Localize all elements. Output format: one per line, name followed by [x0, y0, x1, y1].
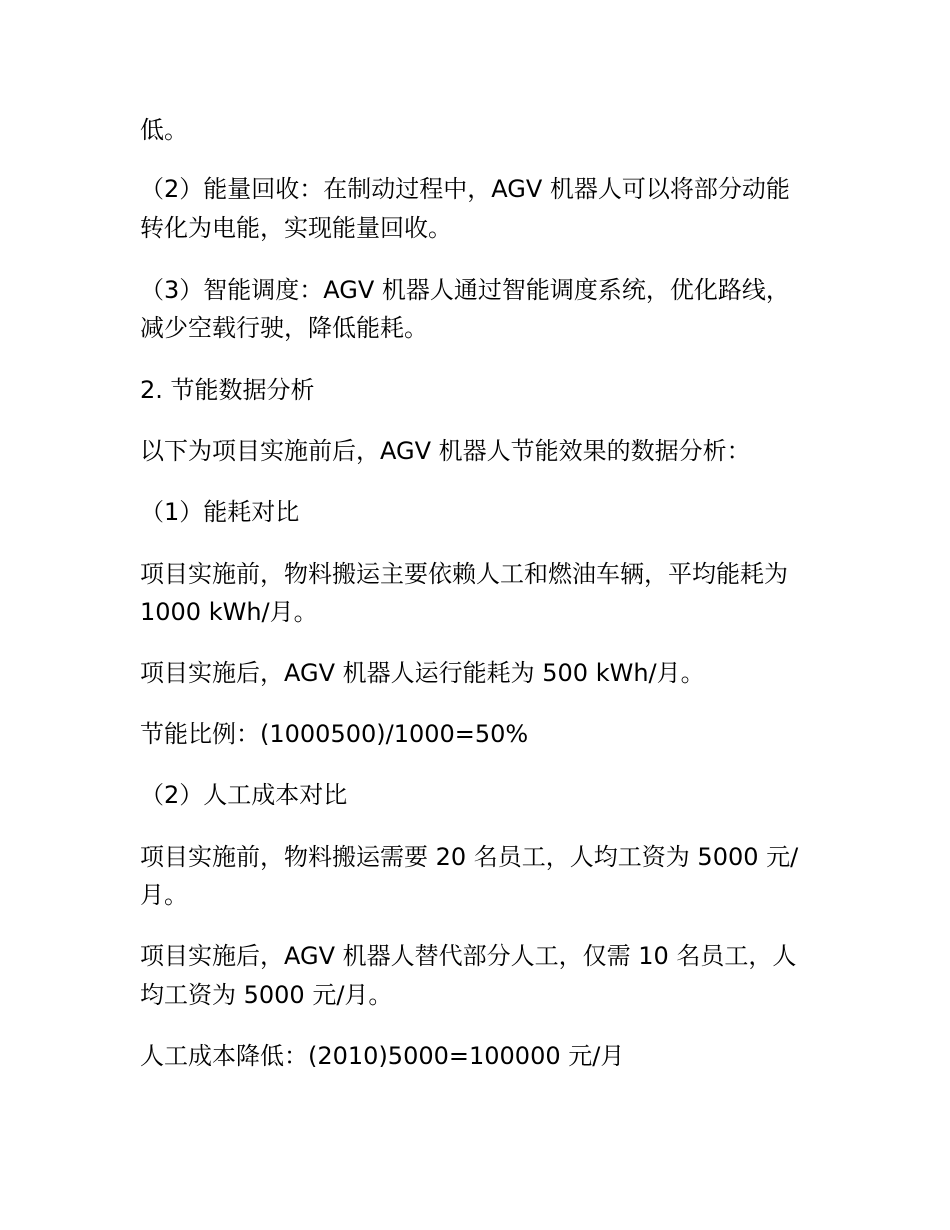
paragraph-before-energy-line-2: 1000 kWh/月。: [140, 598, 318, 626]
subheading-energy-comparison: （1）能耗对比: [140, 498, 300, 526]
paragraph-before-labor-line-2: 月。: [140, 881, 188, 909]
paragraph-before-labor-line-1: 项目实施前，物料搬运需要 20 名员工，人均工资为 5000 元/: [140, 843, 799, 871]
paragraph-after-energy: 项目实施后，AGV 机器人运行能耗为 500 kWh/月。: [140, 659, 705, 687]
paragraph-before-energy-line-1: 项目实施前，物料搬运主要依赖人工和燃油车辆，平均能耗为: [140, 560, 788, 588]
intro-text: 以下为项目实施前后，AGV 机器人节能效果的数据分析：: [140, 437, 751, 465]
paragraph-smart-dispatch-line-2: 减少空载行驶，降低能耗。: [140, 314, 428, 342]
subheading-labor-cost-comparison: （2）人工成本对比: [140, 781, 348, 809]
paragraph-after-labor-line-2: 均工资为 5000 元/月。: [140, 981, 393, 1009]
paragraph-after-labor-line-1: 项目实施后，AGV 机器人替代部分人工，仅需 10 名员工，人: [140, 942, 797, 970]
paragraph-smart-dispatch-line-1: （3）智能调度：AGV 机器人通过智能调度系统，优化路线，: [140, 276, 790, 304]
labor-cost-reduction: 人工成本降低：(2010)5000=100000 元/月: [140, 1042, 625, 1070]
section-heading-energy-analysis: 2. 节能数据分析: [140, 376, 315, 404]
text-line-continuation: 低。: [140, 116, 188, 144]
paragraph-energy-recovery-line-2: 转化为电能，实现能量回收。: [140, 214, 452, 242]
energy-saving-ratio: 节能比例：(1000500)/1000=50%: [140, 720, 529, 748]
paragraph-energy-recovery-line-1: （2）能量回收：在制动过程中，AGV 机器人可以将部分动能: [140, 175, 790, 203]
